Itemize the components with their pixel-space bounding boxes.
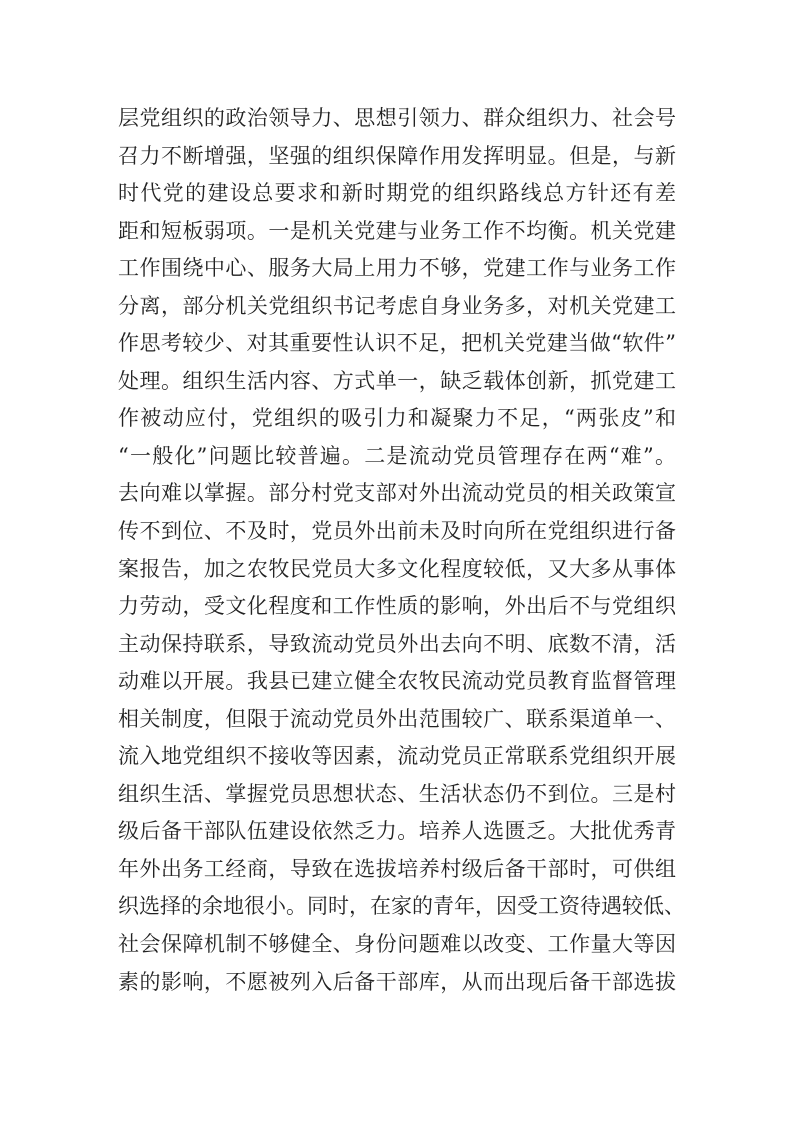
text-line: 织选择的余地很小。同时，在家的青年，因受工资待遇较低、 [118, 894, 685, 919]
text-line: 工作围绕中心、服务大局上用力不够，党建工作与业务工作 [118, 256, 676, 281]
text-line: 层党组织的政治领导力、思想引领力、群众组织力、社会号 [118, 106, 676, 130]
text-line: 作思考较少、对其重要性认识不足，把机关党建当做“软件” [118, 331, 676, 356]
body-paragraph [118, 100, 685, 1001]
text-line: 召力不断增强，坚强的组织保障作用发挥明显。但是，与新 [118, 143, 676, 168]
text-line: 相关制度，但限于流动党员外出范围较广、联系渠道单一、 [118, 706, 676, 731]
text-line: 素的影响，不愿被列入后备干部库，从而出现后备干部选拔 [118, 969, 676, 994]
text-line: 组织生活、掌握党员思想状态、生活状态仍不到位。三是村 [118, 781, 676, 806]
text-line: 去向难以掌握。部分村党支部对外出流动党员的相关政策宣 [118, 481, 676, 506]
text-line: 作被动应付，党组织的吸引力和凝聚力不足，“两张皮”和 [118, 406, 676, 431]
text-line: 级后备干部队伍建设依然乏力。培养人选匮乏。大批优秀青 [118, 819, 676, 844]
text-line: 处理。组织生活内容、方式单一，缺乏载体创新，抓党建工 [118, 368, 676, 393]
text-line: 时代党的建设总要求和新时期党的组织路线总方针还有差 [118, 181, 676, 206]
text-line: 案报告，加之农牧民党员大多文化程度较低，又大多从事体 [118, 556, 676, 581]
text-line: 动难以开展。我县已建立健全农牧民流动党员教育监督管理 [118, 669, 676, 694]
text-line: 社会保障机制不够健全、身份问题难以改变、工作量大等因 [118, 932, 676, 957]
text-line: 距和短板弱项。一是机关党建与业务工作不均衡。机关党建 [118, 218, 676, 243]
text-line: 分离，部分机关党组织书记考虑自身业务多，对机关党建工 [118, 293, 676, 318]
text-line: “一般化”问题比较普遍。二是流动党员管理存在两“难”。 [118, 443, 676, 468]
text-line: 流入地党组织不接收等因素，流动党员正常联系党组织开展 [118, 744, 676, 769]
text-line: 传不到位、不及时，党员外出前未及时向所在党组织进行备 [118, 519, 676, 544]
text-line: 力劳动，受文化程度和工作性质的影响，外出后不与党组织 [118, 594, 676, 619]
text-line: 年外出务工经商，导致在选拔培养村级后备干部时，可供组 [118, 856, 676, 881]
text-line: 主动保持联系，导致流动党员外出去向不明、底数不清，活 [118, 631, 676, 656]
